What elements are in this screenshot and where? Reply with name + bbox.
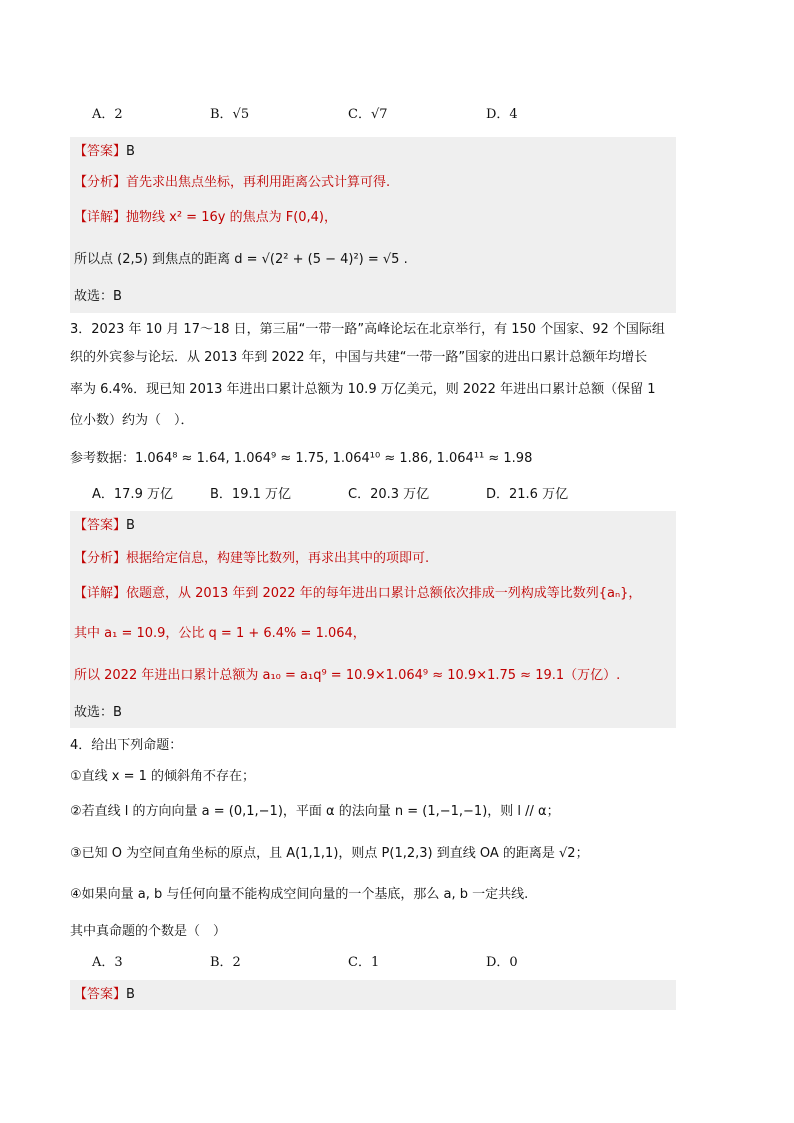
q2-option-b: B．√5: [210, 107, 250, 122]
detail-tag: 【详解】: [74, 586, 127, 601]
analysis-tag: 【分析】: [74, 175, 127, 190]
q3-option-c: C．20.3 万亿: [348, 487, 430, 502]
conclusion-text: 故选：B: [74, 705, 122, 720]
q3-detail-line: [74, 584, 641, 604]
q3-option-a: A．17.9 万亿: [92, 487, 173, 502]
detail-tag: 【详解】: [74, 210, 127, 225]
q4-option-a: A．3: [92, 955, 123, 970]
q3-detail-line-2: [74, 624, 366, 644]
detail-text: 依题意，从 2013 年到 2022 年的每年进出口累计总额依次排成一列构成等比数列{aₙ}，: [126, 586, 642, 601]
detail-text-2: 其中 a₁ = 10.9，公比 q = 1 + 6.4% = 1.064，: [74, 626, 366, 641]
detail-text: 抛物线 x² = 16y 的焦点为 F(0,4)，: [126, 210, 338, 225]
q4-item-3: ③已知 O 为空间直角坐标的原点，且 A(1,1,1)，则点 P(1,2,3) 到直线 OA 的距离是 √2；: [70, 846, 589, 861]
q3-analysis-line: [74, 549, 429, 569]
q2-option-a: A．2: [92, 107, 123, 122]
analysis-text: 首先求出焦点坐标，再利用距离公式计算可得.: [126, 175, 391, 190]
q4-options: [92, 952, 682, 974]
q3-answer-box: [70, 511, 676, 728]
detail-text-3: 所以 2022 年进出口累计总额为 a₁₀ = a₁q⁹ = 10.9×1.064⁹ ≈ 10.9×1.75 ≈ 19.1（万亿）.: [74, 668, 621, 683]
analysis-tag: 【分析】: [74, 551, 127, 566]
q2-option-c: C．√7: [348, 107, 388, 122]
q4-option-b: B．2: [210, 955, 241, 970]
q3-reference-data: 参考数据：1.064⁸ ≈ 1.64, 1.064⁹ ≈ 1.75, 1.064¹⁰ ≈ 1.86, 1.064¹¹ ≈ 1.98: [70, 451, 533, 466]
q4-option-c: C．1: [348, 955, 380, 970]
analysis-text: 根据给定信息，构建等比数列，再求出其中的项即可.: [126, 551, 430, 566]
q3-stem-line-4: 位小数）约为（ ）．: [70, 413, 194, 428]
q3-stem-line-2: 织的外宾参与论坛．从 2013 年到 2022 年，中国与共建“一带一路”国家的进出口累计总额年均增长: [70, 350, 648, 365]
q3-option-b: B．19.1 万亿: [210, 487, 291, 502]
detail-text-2: 所以点 (2,5) 到焦点的距离 d = √(2² + (5 − 4)²) = √5 .: [74, 252, 408, 267]
q4-answer-line: [74, 985, 135, 1005]
q2-detail-line: [74, 208, 337, 228]
q4-answer-box: [70, 980, 676, 1010]
answer-tag: 【答案】: [74, 987, 127, 1002]
q2-answer-line: [74, 142, 135, 162]
q2-option-d: D．4: [486, 107, 518, 122]
q3-detail-line-3: [74, 666, 620, 686]
q4-stem: 4．给出下列命题：: [70, 738, 183, 753]
answer-value: B: [126, 144, 135, 159]
q3-stem-line-3: 率为 6.4%．现已知 2013 年进出口累计总额为 10.9 万亿美元，则 2022 年进出口累计总额（保留 1: [70, 382, 656, 397]
q3-option-d: D．21.6 万亿: [486, 487, 569, 502]
answer-value: B: [126, 987, 135, 1002]
q3-answer-line: [74, 516, 135, 536]
q2-options: [92, 104, 682, 126]
answer-value: B: [126, 518, 135, 533]
q2-detail-line-2: [74, 250, 408, 270]
q2-analysis-line: [74, 173, 390, 193]
q2-answer-box: [70, 137, 676, 313]
q4-item-2: ②若直线 l 的方向向量 a = (0,1,−1)，平面 α 的法向量 n = (1,−1,−1)，则 l // α；: [70, 804, 560, 819]
q3-options: [92, 484, 682, 506]
conclusion-text: 故选：B: [74, 289, 122, 304]
q2-conclusion: [74, 287, 122, 307]
answer-tag: 【答案】: [74, 144, 127, 159]
q3-conclusion: [74, 703, 122, 723]
q3-stem-line-1: 3．2023 年 10 月 17～18 日，第三届“一带一路”高峰论坛在北京举行，有 150 个国家、92 个国际组: [70, 322, 665, 337]
q4-question: 其中真命题的个数是（ ）: [70, 924, 227, 939]
q4-item-4: ④如果向量 a, b 与任何向量不能构成空间向量的一个基底，那么 a, b 一定共线.: [70, 887, 529, 902]
answer-tag: 【答案】: [74, 518, 127, 533]
q4-option-d: D．0: [486, 955, 518, 970]
q4-item-1: ①直线 x = 1 的倾斜角不存在；: [70, 769, 256, 784]
